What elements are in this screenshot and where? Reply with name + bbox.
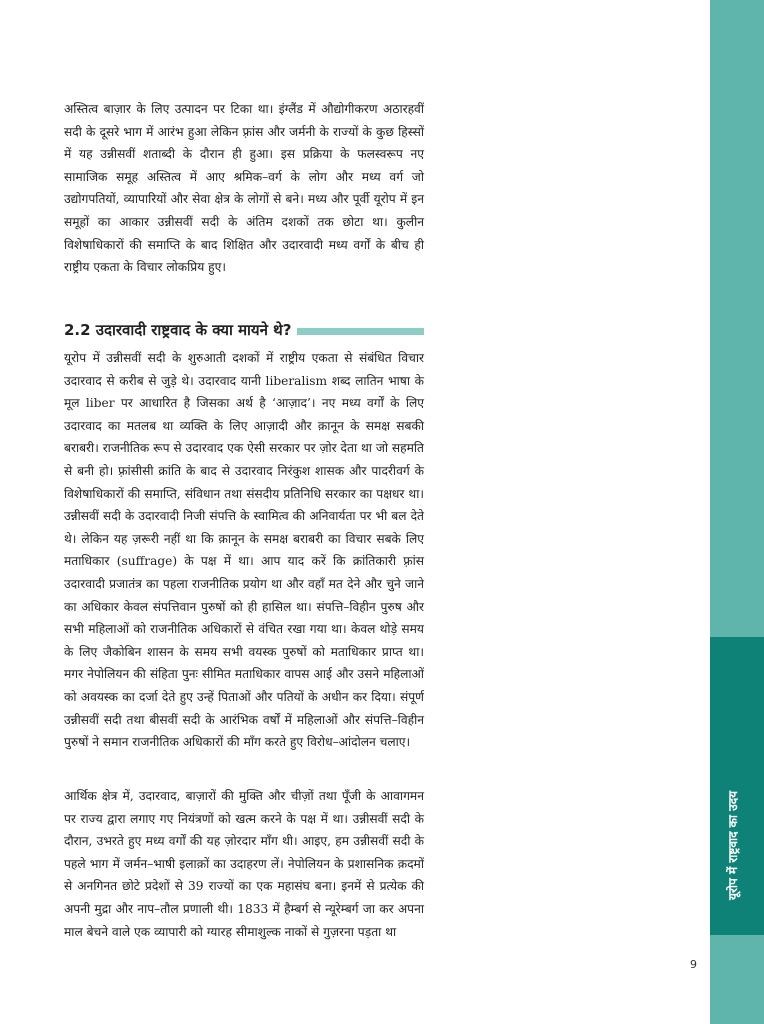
page-number: 9 — [690, 958, 697, 971]
body-paragraph-3: आर्थिक क्षेत्र में, उदारवाद, बाज़ारों की मुक्ति और चीज़ों तथा पूँजी के आवागमन पर राज्य द्वारा लगाए गए नियंत्रणों को खत्म करने के पक्ष में था। उन्नीसवीं सदी के दौरान, उभरते हुए मध्य वर्गों की यह ज़ोरदार माँग थी। आइए, हम उन्नीसवीं सदी के पहले भाग में जर्मन–भाषी इलाक़ों का उदाहरण लें। नेपोलियन के प्रशासनिक क़दमों से अनगिनत छोटे प्रदेशों से 39 राज्यों का एक महासंघ बना। इनमें से प्रत्येक की अपनी मुद्रा और नाप–तौल प्रणाली थी। 1833 में हैम्बर्ग से न्यूरेम्बर्ग जा कर अपना माल बेचने वाले एक व्यापारी को ग्यारह सीमाशुल्क नाकों से गुज़रना पड़ता था — [64, 789, 424, 939]
section-heading — [64, 318, 424, 342]
body-paragraph-1: अस्तित्व बाज़ार के लिए उत्पादन पर टिका था। इंग्लैंड में औद्योगीकरण अठारहवीं सदी के दूसरे भाग में आरंभ हुआ लेकिन फ़्रांस और जर्मनी के राज्यों के कुछ हिस्सों में यह उन्नीसवीं शताब्दी के दौरान ही हुआ। इस प्रक्रिया के फलस्वरूप नए सामाजिक समूह अस्तित्व में आए श्रमिक–वर्ग के लोग और मध्य वर्ग जो उद्योगपतियों, व्यापारियों और सेवा क्षेत्र के लोगों से बने। मध्य और पूर्वी यूरोप में इन समूहों का आकार उन्नीसवीं सदी के अंतिम दशकों तक छोटा था। कुलीन विशेषाधिकारों की समाप्ति के बाद शिक्षित और उदारवादी मध्य वर्गों के बीच ही राष्ट्रीय एकता के विचार लोकप्रिय हुए। — [64, 102, 424, 275]
chapter-title: यूरोप में राष्ट्रवाद का उदय — [726, 790, 740, 900]
body-paragraph-2: यूरोप में उन्नीसवीं सदी के शुरुआती दशकों में राष्ट्रीय एकता से संबंधित विचार उदारवाद से करीब से जुड़े थे। उदारवाद यानी liberalism शब्द लातिन भाषा के मूल liber पर आधारित है जिसका अर्थ है ‘आज़ाद’। नए मध्य वर्गों के लिए उदारवाद का मतलब था व्यक्ति के लिए आज़ादी और क़ानून के समक्ष सबकी बराबरी। राजनीतिक रूप से उदारवाद एक ऐसी सरकार पर ज़ोर देता था जो सहमति से बनी हो। फ़्रांसीसी क्रांति के बाद से उदारवाद निरंकुश शासक और पादरीवर्ग के विशेषाधिकारों की समाप्ति, संविधान तथा संसदीय प्रतिनिधि सरकार का पक्षधर था। उन्नीसवीं सदी के उदारवादी निजी संपत्ति के स्वामित्व की अनिवार्यता पर भी बल देते थे। लेकिन यह ज़रूरी नहीं था कि क़ानून के समक्ष बराबरी का विचार सबके लिए मताधिकार (suffrage) के पक्ष में था। आप याद करें कि क्रांतिकारी फ़्रांस उदारवादी प्रजातंत्र का पहला राजनीतिक प्रयोग था और वहाँ मत देने और चुने जाने का अधिकार केवल संपत्तिवान पुरुषों को ही हासिल था। संपत्ति–विहीन पुरुष और सभी महिलाओं को राजनीतिक अधिकारों से वंचित रखा गया था। केवल थोड़े समय के लिए जैकोबिन शासन के समय सभी वयस्क पुरुषों को मताधिकार प्राप्त था। मगर नेपोलियन की संहिता पुनः सीमित मताधिकार वापस आई और उसने महिलाओं को अवयस्क का दर्जा देते हुए उन्हें पिताओं और पतियों के अधीन कर दिया। संपूर्ण उन्नीसवीं सदी तथा बीसवीं सदी के आरंभिक वर्षों में महिलाओं और संपत्ति–विहीन पुरुषों ने समान राजनीतिक अधिकारों की माँग करते हुए विरोध–आंदोलन चलाए। — [64, 351, 424, 750]
heading-rule — [297, 328, 424, 335]
section-heading-text: 2.2 उदारवादी राष्ट्रवाद के क्या मायने थे? — [64, 321, 292, 339]
